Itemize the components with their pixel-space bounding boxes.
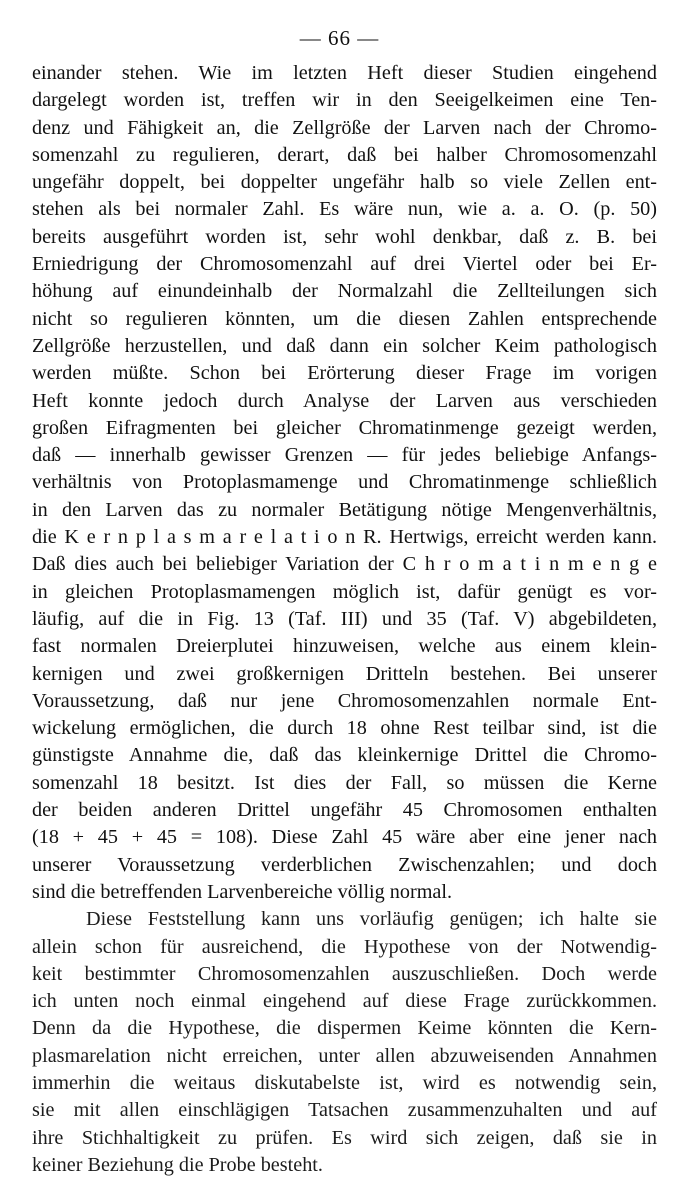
text-line: Voraussetzung, daß nur jene Chromosomenzahlen normale Ent-	[32, 689, 657, 712]
text-line: somenzahl 18 besitzt. Ist dies der Fall, so müssen die Kerne	[32, 771, 657, 794]
text-line: einander stehen. Wie im letzten Heft dieser Studien eingehend	[32, 62, 657, 84]
text-line: günstigste Annahme die, daß das kleinkernige Drittel die Chromo-	[32, 744, 657, 767]
text-line: höhung auf einundeinhalb der Normalzahl die Zellteilungen sich	[32, 280, 657, 303]
text-line: Heft konnte jedoch durch Analyse der Larven aus verschieden	[32, 389, 657, 412]
text-line: daß — innerhalb gewisser Grenzen — für jedes beliebige Anfangs-	[32, 444, 657, 467]
text-line: keiner Beziehung die Probe besteht.	[32, 1153, 323, 1176]
paragraph-1	[32, 60, 657, 906]
text-line: verhältnis von Protoplasmamenge und Chromatinmenge schließlich	[32, 471, 657, 494]
body-text	[32, 60, 657, 1179]
text-line: stehen als bei normaler Zahl. Es wäre nun, wie a. a. O. (p. 50)	[32, 198, 657, 221]
text-line: läufig, auf die in Fig. 13 (Taf. III) und 35 (Taf. V) abgebildeten,	[32, 607, 657, 630]
text-line: Denn da die Hypothese, die dispermen Keime könnten die Kern-	[32, 1017, 657, 1040]
text-line: in den Larven das zu normaler Betätigung nötige Mengenverhältnis,	[32, 498, 657, 521]
page-number: — 66 —	[299, 26, 380, 50]
text-line: die K e r n p l a s m a r e l a t i o n R. Hertwigs, erreicht werden kann.	[32, 526, 657, 549]
text-line: Zellgröße herzustellen, und daß dann ein solcher Keim pathologisch	[32, 334, 657, 357]
text-line: sie mit allen einschlägigen Tatsachen zusammenzuhalten und auf	[32, 1099, 657, 1122]
text-line: plasmarelation nicht erreichen, unter allen abzuweisenden Annahmen	[32, 1044, 657, 1067]
text-line: in gleichen Protoplasmamengen möglich ist, dafür genügt es vor-	[32, 580, 657, 603]
text-line: Daß dies auch bei beliebiger Variation der C h r o m a t i n m e n g e	[32, 553, 657, 576]
text-line: unserer Voraussetzung verderblichen Zwischenzahlen; und doch	[32, 853, 657, 876]
text-line: sind die betreffenden Larvenbereiche völlig normal.	[32, 880, 453, 903]
text-line: wickelung ermöglichen, die durch 18 ohne Rest teilbar sind, ist die	[32, 717, 657, 740]
paragraph-2	[32, 906, 657, 1179]
text-line: keit bestimmter Chromosomenzahlen auszuschließen. Doch werde	[32, 962, 657, 985]
text-line: ungefähr doppelt, bei doppelter ungefähr halb so viele Zellen ent-	[32, 171, 657, 194]
text-line: denz und Fähigkeit an, die Zellgröße der Larven nach der Chromo-	[32, 116, 657, 139]
text-line: dargelegt worden ist, treffen wir in den Seeigelkeimen eine Ten-	[32, 89, 657, 112]
text-line: Erniedrigung der Chromosomenzahl auf drei Viertel oder bei Er-	[32, 253, 657, 276]
text-line: (18 + 45 + 45 = 108). Diese Zahl 45 wäre aber eine jener nach	[32, 826, 657, 849]
text-line: der beiden anderen Drittel ungefähr 45 Chromosomen enthalten	[32, 799, 657, 822]
text-line: werden müßte. Schon bei Erörterung dieser Frage im vorigen	[32, 362, 657, 385]
text-line: somenzahl zu regulieren, derart, daß bei halber Chromosomenzahl	[32, 143, 657, 166]
text-line: kernigen und zwei großkernigen Dritteln bestehen. Bei unserer	[32, 662, 657, 685]
text-line: ich unten noch einmal eingehend auf diese Frage zurückkommen.	[32, 990, 657, 1013]
text-line: nicht so regulieren könnten, um die diesen Zahlen entsprechende	[32, 307, 657, 330]
text-line: Diese Feststellung kann uns vorläufig genügen; ich halte sie	[86, 908, 657, 931]
text-line: großen Eifragmenten bei gleicher Chromatinmenge gezeigt werden,	[32, 416, 657, 439]
text-line: bereits ausgeführt worden ist, sehr wohl denkbar, daß z. B. bei	[32, 225, 657, 248]
text-line: immerhin die weitaus diskutabelste ist, wird es notwendig sein,	[32, 1071, 657, 1094]
text-line: allein schon für ausreichend, die Hypothese von der Notwendig-	[32, 935, 657, 958]
text-line: fast normalen Dreierplutei hinzuweisen, welche aus einem klein-	[32, 635, 657, 658]
text-line: ihre Stichhaltigkeit zu prüfen. Es wird sich zeigen, daß sie in	[32, 1126, 657, 1149]
